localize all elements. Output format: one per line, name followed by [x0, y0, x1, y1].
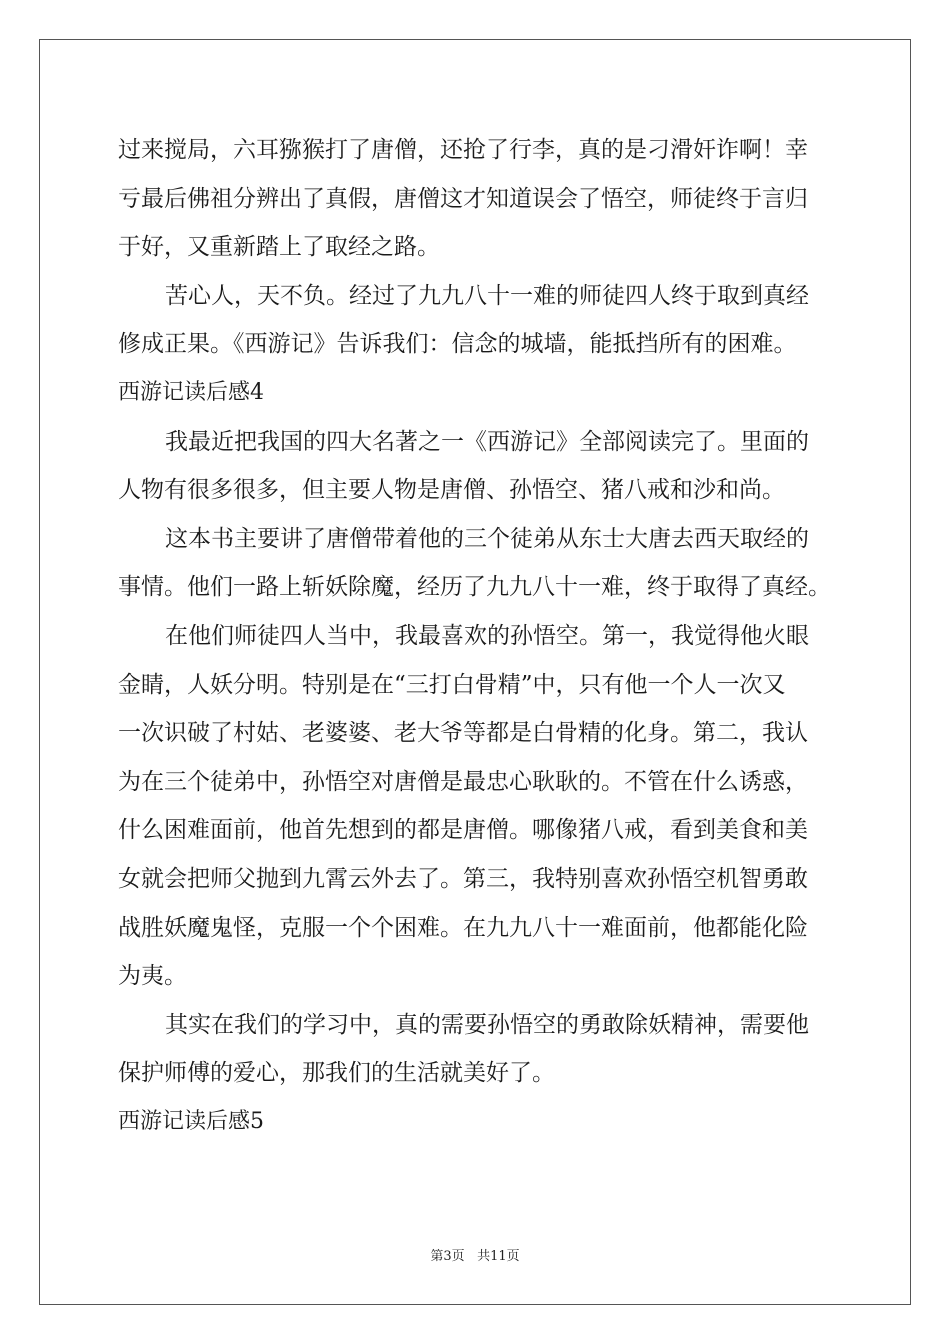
paragraph-start-line: 其实在我们的学习中，真的需要孙悟空的勇敢除妖精神，需要他: [165, 1011, 809, 1038]
text-line: 金睛，人妖分明。特别是在“三打白骨精”中，只有他一个人一次又: [118, 671, 786, 698]
page-footer: [0, 1248, 950, 1266]
paragraph-start-line: 这本书主要讲了唐僧带着他的三个徒弟从东士大唐去西天取经的: [165, 525, 809, 552]
text-line: 为夷。: [118, 963, 187, 990]
paragraph-start-line: 我最近把我国的四大名著之一《西游记》全部阅读完了。里面的: [165, 428, 809, 455]
paragraph-start-line: 在他们师徒四人当中，我最喜欢的孙悟空。第一，我觉得他火眼: [165, 622, 809, 649]
text-line: 为在三个徒弟中，孙悟空对唐僧是最忠心耿耿的。不管在什么诱惑，: [118, 768, 808, 795]
paragraph-start-line: 苦心人，天不负。经过了九九八十一难的师徒四人终于取到真经: [165, 282, 809, 309]
text-line: 于好，又重新踏上了取经之路。: [118, 234, 440, 261]
text-line: 人物有很多很多，但主要人物是唐僧、孙悟空、猪八戒和沙和尚。: [118, 477, 785, 504]
section-heading: 西游记读后感4: [118, 379, 264, 405]
text-line: 什么困难面前，他首先想到的都是唐僧。哪像猪八戒，看到美食和美: [118, 817, 808, 844]
document-body: [118, 126, 838, 1146]
text-line: 亏最后佛祖分辨出了真假，唐僧这才知道误会了悟空，师徒终于言归: [118, 185, 808, 212]
page-total: 共11页: [477, 1249, 520, 1264]
text-line: 战胜妖魔鬼怪，克服一个个困难。在九九八十一难面前，他都能化险: [118, 914, 808, 941]
text-line: 保护师傅的爱心，那我们的生活就美好了。: [118, 1060, 555, 1087]
text-line: 事情。他们一路上斩妖除魔，经历了九九八十一难，终于取得了真经。: [118, 574, 831, 601]
text-line: 修成正果。《西游记》告诉我们：信念的城墙，能抵挡所有的困难。: [118, 331, 797, 358]
text-line: 女就会把师父抛到九霄云外去了。第三，我特别喜欢孙悟空机智勇敢: [118, 865, 808, 892]
section-heading: 西游记读后感5: [118, 1108, 264, 1134]
text-line: 过来搅局，六耳猕猴打了唐僧，还抢了行李，真的是刁滑奸诈啊！幸: [118, 137, 808, 163]
text-line: 一次识破了村姑、老婆婆、老大爷等都是白骨精的化身。第二，我认: [118, 720, 808, 747]
page-number: 第3页: [430, 1249, 465, 1264]
